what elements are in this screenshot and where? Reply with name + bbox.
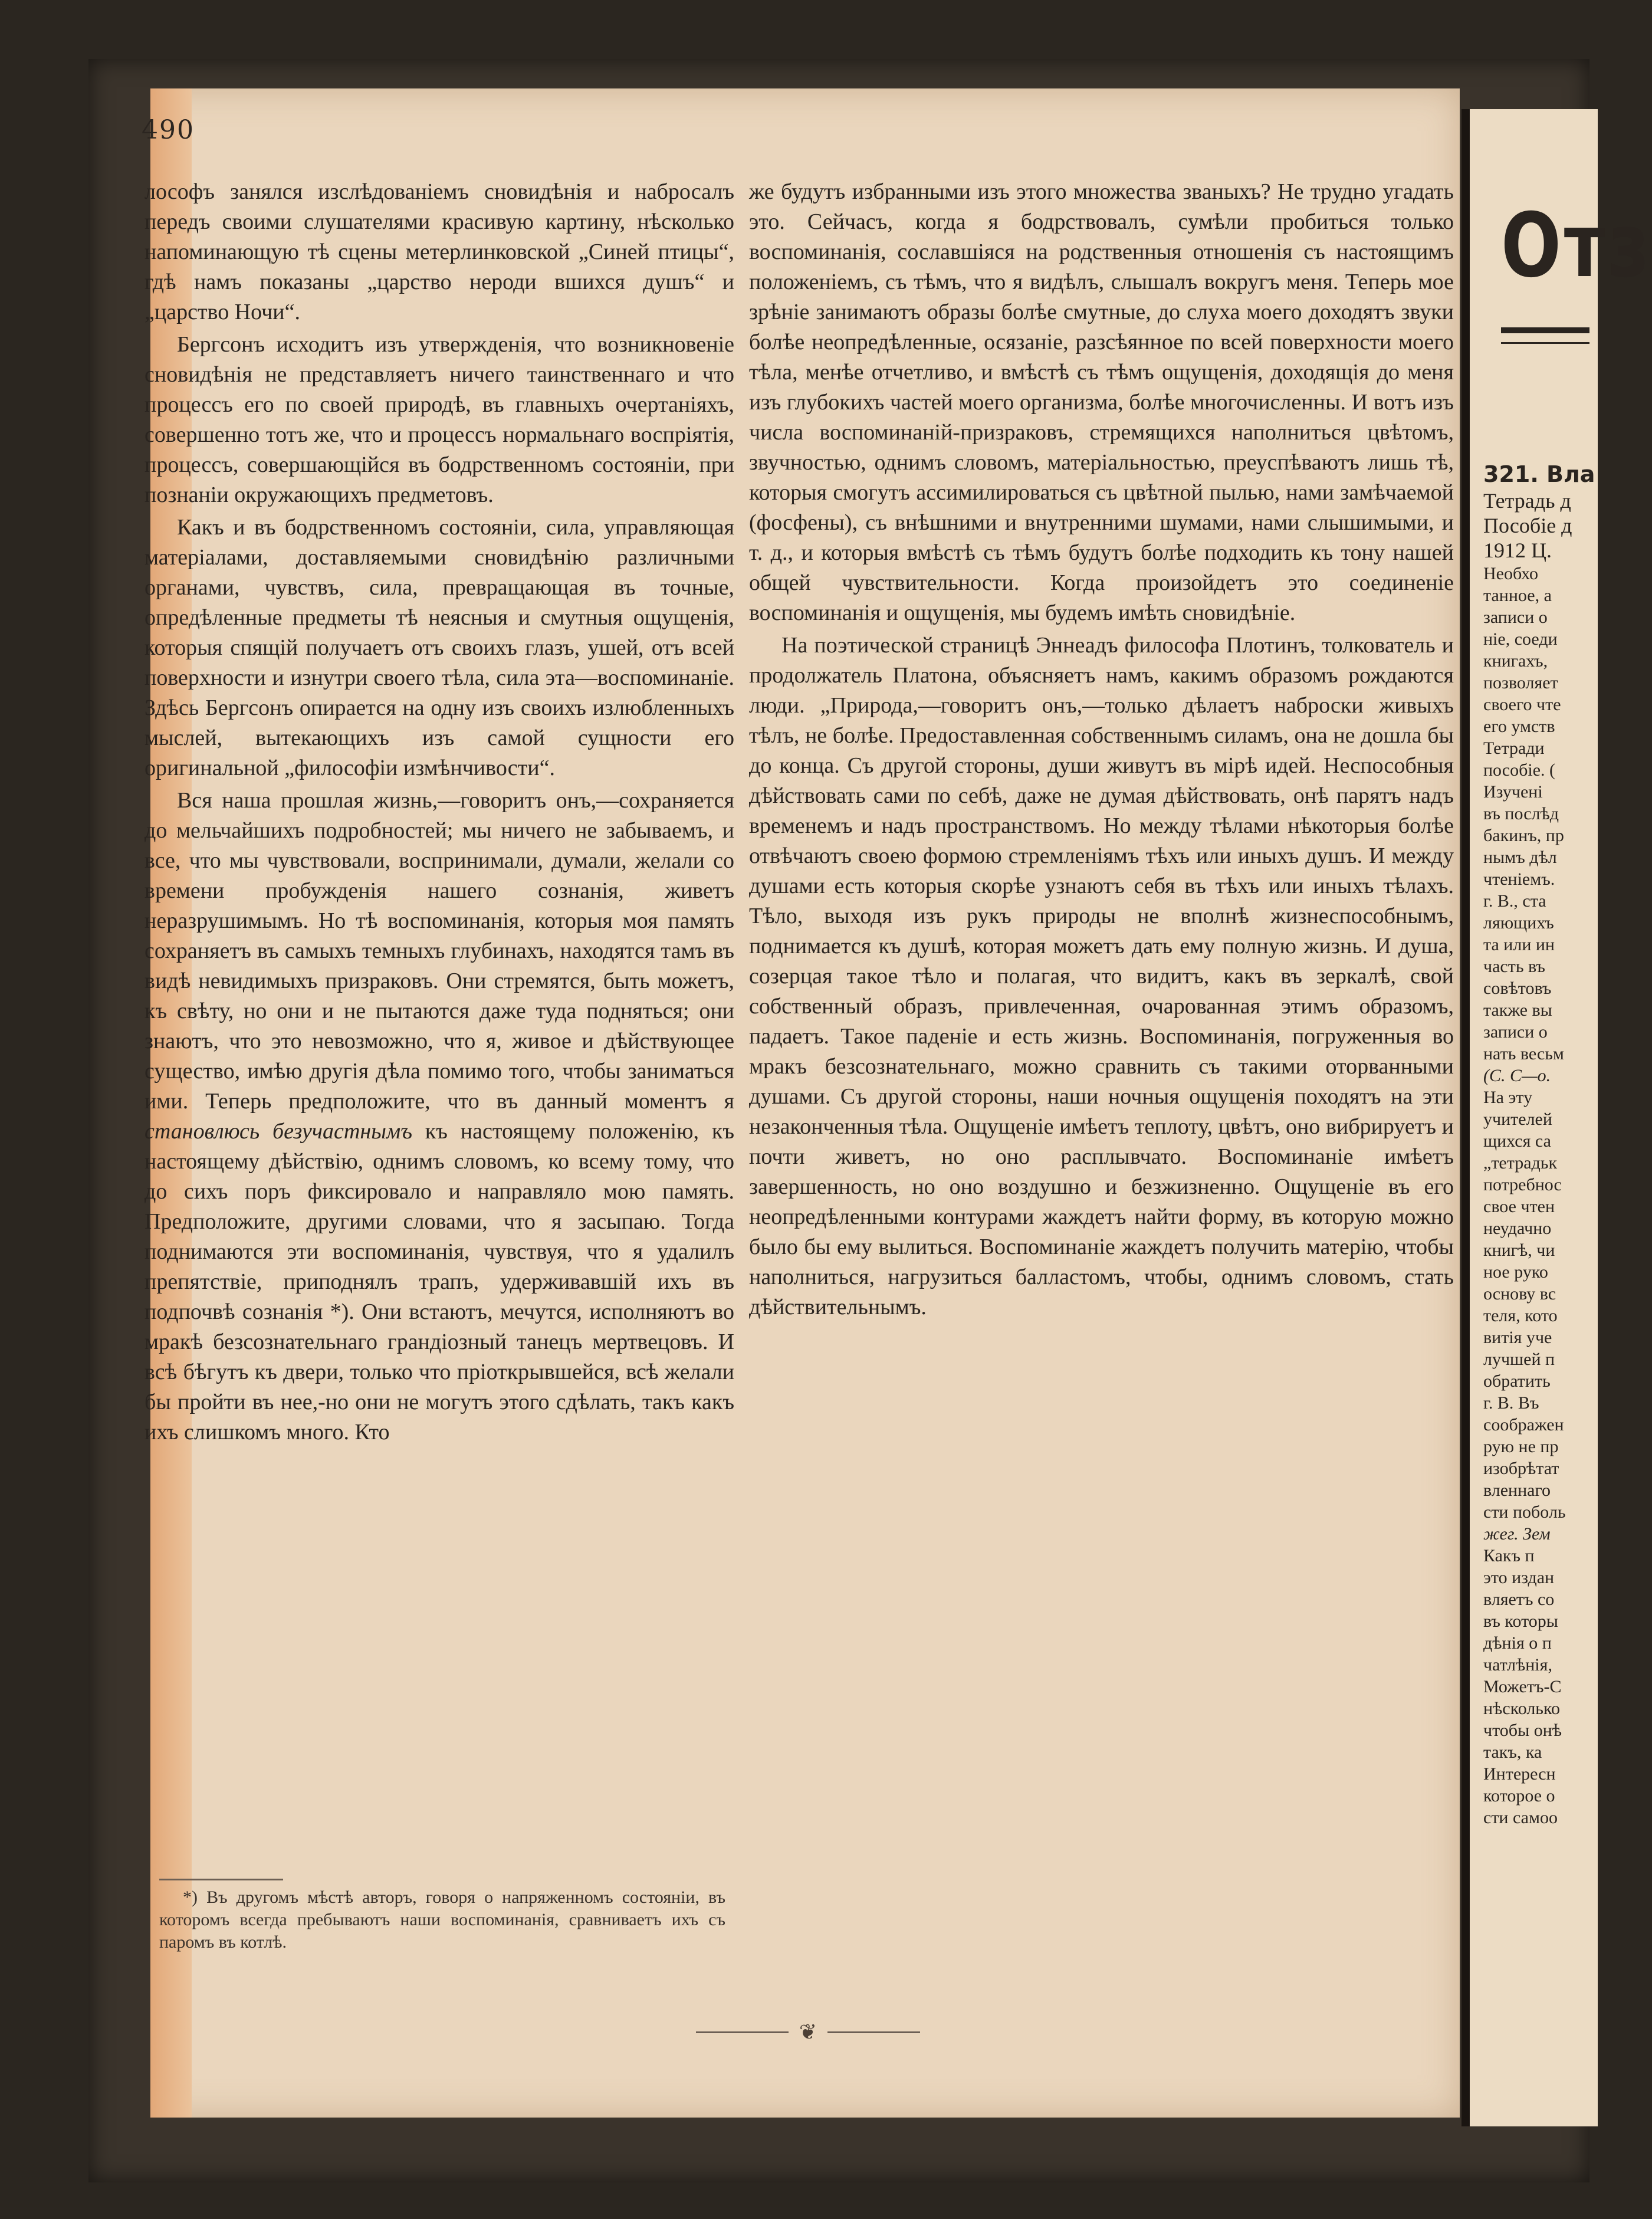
left-column	[144, 177, 734, 1447]
end-ornament	[696, 2020, 920, 2044]
next-page-line: На эту	[1483, 1088, 1533, 1107]
next-page-line: чатлѣнія,	[1483, 1655, 1552, 1675]
next-page-line: жег. Зем	[1483, 1524, 1551, 1544]
next-page-line: Какъ п	[1483, 1546, 1535, 1565]
next-page-line: дѣнія о п	[1483, 1633, 1552, 1653]
next-page-line: вляетъ со	[1483, 1590, 1555, 1609]
next-page-line: основу вс	[1483, 1284, 1556, 1304]
ornament-line	[696, 2031, 789, 2033]
next-page-line: его умств	[1483, 717, 1555, 736]
next-page-line: щихся са	[1483, 1131, 1551, 1151]
next-page-line: Можетъ-С	[1483, 1677, 1562, 1696]
next-page-line: г. В. Въ	[1483, 1393, 1539, 1413]
next-page-line: Интересн	[1483, 1764, 1556, 1784]
next-page-line: свое чтен	[1483, 1197, 1555, 1216]
next-page-line: нать весьм	[1483, 1044, 1564, 1063]
next-page-line: учителей	[1483, 1110, 1552, 1129]
next-page-line: въ послѣд	[1483, 804, 1559, 823]
paragraph: Бергсонъ исходитъ изъ утвержденія, что возникновеніе сновидѣнія не представляетъ ничего таинственнаго и что процессъ его по своей природѣ, въ главныхъ очертаніяхъ, совершенно тотъ же, что и процессъ нормальнаго воспріятія, процессъ, совершающійся въ бодрственномъ состояніи, при познаніи окружающихъ предметовъ.	[144, 332, 734, 507]
next-page-line: нѣсколько	[1483, 1699, 1561, 1718]
paragraph: Какъ и въ бодрственномъ состояніи, сила, управляющая матеріалами, доставляемыми сновидѣнію различными органами, чувствъ, сила, превращающая въ точные, опредѣленные предметы тѣ неясныя и смутныя ощущенія, которыя спящій получаетъ отъ своихъ глазъ, ушей, отъ всей поверхности и изнутри своего тѣла, сила эта—воспоминаніе. Здѣсь Бергсонъ опирается на одну изъ своихъ излюбленныхъ мыслей, вытекающихъ изъ самой сущности его оригинальной „философіи измѣнчивости“.	[144, 515, 734, 780]
next-page-line: также вы	[1483, 1000, 1552, 1020]
next-page-line: „тетрадьк	[1483, 1153, 1558, 1173]
heading-rule	[1501, 342, 1589, 344]
next-page-line: такъ, ка	[1483, 1742, 1542, 1762]
next-page-line: позволяет	[1483, 673, 1558, 692]
next-page-heading: Отз	[1501, 195, 1652, 297]
next-page-line: Изучені	[1483, 782, 1543, 802]
next-page-line: танное, а	[1483, 586, 1552, 605]
next-page-line: изобрѣтат	[1483, 1459, 1559, 1478]
paragraph	[144, 786, 734, 1447]
next-page-line: Тетради	[1483, 738, 1545, 758]
next-page-line: 321. Вла	[1483, 461, 1595, 487]
next-page-line: та или ин	[1483, 935, 1555, 954]
paragraph: же будутъ избранными изъ этого множества званыхъ? Не трудно угадать это. Сейчасъ, когда я бодрствовалъ, сумѣли пробиться только воспоминанія, сославшіяся на родственныя отношенія съ настоящимъ положеніемъ, съ тѣмъ, что я видѣлъ, слышалъ вокругъ меня. Теперь мое зрѣніе занимаютъ образы болѣе смутные, до слуха моего доходятъ звуки болѣе неопредѣленные, осязаніе, разсѣянное по всей поверхности моего тѣла, менѣе отчетливо, и вмѣстѣ съ тѣмъ ощущенія, доходящія до меня изъ глубокихъ частей моего организма, болѣе многочисленны. И вотъ изъ числа воспоминаній-призраковъ, стремящихся наполниться цвѣтомъ, звучностью, однимъ словомъ, матеріальностью, преуспѣваютъ лишь тѣ, которыя смогутъ ассимилироваться съ цвѣтной пылью, нами замѣчаемой (фосфены), съ внѣшними и внутренними шумами, нами слышимыми, и т. д., и которыя вмѣстѣ съ тѣмъ будутъ болѣе подходить къ тону нашей общей чувствительности. Когда произойдетъ это соединеніе воспоминанія и ощущенія, мы будемъ имѣть сновидѣніе.	[749, 179, 1454, 625]
next-page-line: витія уче	[1483, 1328, 1552, 1347]
ornament-line	[827, 2031, 920, 2033]
next-page-line: часть въ	[1483, 957, 1545, 976]
next-page-line: въ которы	[1483, 1611, 1558, 1631]
heading-rule	[1501, 327, 1589, 333]
paragraph-text: къ настоящему положенію, къ настоящему дѣйствію, однимъ словомъ, ко всему тому, что до сихъ поръ фиксировало и направляло мою память. Предположите, другими словами, что я засыпаю. Тогда поднимаются эти воспоминанія, чувствуя, что я удалилъ препятствіе, приподнялъ трапъ, удерживавшій ихъ въ подпочвѣ сознанія *). Они встаютъ, мечутся, исполняютъ во мракѣ безсознательнаго грандіозный танецъ мертвецовъ. И всѣ бѣгутъ къ двери, только что пріоткрывшейся, всѣ желали бы пройти въ нее,-но они не могутъ этого сдѣлать, такъ какъ ихъ слишкомъ много. Кто	[144, 1119, 734, 1445]
next-page-line: вленнаго	[1483, 1481, 1551, 1500]
next-page-line: потребнос	[1483, 1175, 1562, 1194]
paragraph: лософъ занялся изслѣдованіемъ сновидѣнія и набросалъ передъ своими слушателями красивую картину, нѣсколько напоминающую тѣ сцены метерлинковской „Синей птицы“, гдѣ намъ показаны „царство нероди вшихся душъ“ и „царство Ночи“.	[144, 179, 734, 324]
next-page-line: сти самоо	[1483, 1808, 1558, 1827]
next-page-line: 1912 Ц.	[1483, 539, 1552, 562]
next-page-line: своего чте	[1483, 695, 1561, 714]
next-page-line: это издан	[1483, 1568, 1555, 1587]
ornament-icon: ❦	[799, 2020, 817, 2044]
next-page-line: ляющихъ	[1483, 913, 1554, 933]
next-page-line: сти поболь	[1483, 1502, 1566, 1522]
next-page-line: рую не пр	[1483, 1437, 1559, 1456]
next-page-line: ніе, соеди	[1483, 629, 1558, 649]
next-page-line: книгахъ,	[1483, 651, 1548, 671]
page-number: 490	[142, 115, 195, 145]
next-page-line: Пособіе д	[1483, 514, 1572, 537]
next-page-line: неудачно	[1483, 1219, 1552, 1238]
next-page-line: теля, кото	[1483, 1306, 1558, 1325]
next-page-line: соображен	[1483, 1415, 1564, 1435]
next-page-line: чтобы онѣ	[1483, 1721, 1562, 1740]
next-page-line: Тетрадь д	[1483, 489, 1571, 513]
next-page-line: обратить	[1483, 1371, 1551, 1391]
next-page-line: которое о	[1483, 1786, 1555, 1806]
next-page-line: ное руко	[1483, 1262, 1548, 1282]
next-page-line: записи о	[1483, 1022, 1548, 1042]
next-page-line: лучшей п	[1483, 1350, 1555, 1369]
next-page-line: (С. С—о.	[1483, 1066, 1551, 1085]
next-page-line: Необхо	[1483, 564, 1538, 583]
footnote: *) Въ другомъ мѣстѣ авторъ, говоря о напряженномъ состояніи, въ которомъ всегда пребываютъ наши воспоминанія, сравниваетъ ихъ съ паромъ въ котлѣ.	[159, 1888, 725, 1952]
footnote-divider	[159, 1879, 283, 1880]
paragraph-text: Вся наша прошлая жизнь,—говоритъ онъ,—сохраняется до мельчайшихъ подробностей; мы ничего не забываемъ, и все, что мы чувствовали, воспринимали, думали, желали со времени пробужденія нашего сознанія, живетъ неразрушимымъ. Но тѣ воспоминанія, которыя моя память сохраняетъ въ самыхъ темныхъ глубинахъ, находятся тамъ въ видѣ невидимыхъ призраковъ. Они стремятся, быть можетъ, къ свѣту, но они и не пытаются даже туда подняться; они знаютъ, что это невозможно, что я, живое и дѣйствующее существо, имѣю другія дѣла помимо того, чтобы заниматься ими. Теперь предположите, что въ данный моментъ я	[144, 788, 734, 1114]
next-page-line: совѣтовъ	[1483, 979, 1552, 998]
next-page-text	[1483, 460, 1595, 1829]
paragraph: На поэтической страницѣ Эннеадъ философа Плотинъ, толкователь и продолжатель Платона, объясняетъ намъ, какимъ образомъ рождаются люди. „Природа,—говоритъ онъ,—только дѣлаетъ наброски живыхъ тѣлъ, не болѣе. Предоставленная собственнымъ силамъ, она не дошла бы до конца. Съ другой стороны, души живутъ въ мірѣ идей. Неспособныя дѣйствовать сами по себѣ, даже не думая дѣйствовать, онѣ парятъ надъ временемъ и надъ пространствомъ. Но между тѣлами нѣкоторыя болѣе отвѣчаютъ своею формою стремленіямъ тѣхъ или иныхъ душъ. И между душами есть которыя скорѣе узнаютъ себя въ тѣхъ или иныхъ тѣлахъ. Тѣло, выходя изъ рукъ природы не вполнѣ жизнеспособнымъ, поднимается къ душѣ, которая можетъ дать ему полную жизнь. И душа, созерцая такое тѣло и полагая, что видитъ, какъ въ зеркалѣ, свой собственный образъ, привлеченная, очарованная этимъ образомъ, падаетъ. Такое паденіе и есть жизнь. Воспоминанія, погруженныя во мракъ безсознательнаго, можно сравнить съ такими оторванными душами. Съ другой стороны, наши ночныя ощущенія походятъ на эти незаконченныя тѣла. Ощущеніе имѣетъ теплоту, цвѣтъ, оно вибрируетъ и почти живетъ, но оно расплывчато. Воспоминаніе имѣетъ завершенность, но оно воздушно и безжизненно. Ощущеніе въ его неопредѣленными контурами жаждетъ найти форму, въ которую можно было бы ему вылиться. Воспоминаніе жаждетъ получить матерію, чтобы наполниться, нагрузиться балластомъ, чтобы, однимъ словомъ, стать дѣйствительнымъ.	[749, 633, 1454, 1319]
italic-emphasis: становлюсь безучастнымъ	[144, 1119, 412, 1144]
right-column	[749, 177, 1454, 1322]
next-page-line: книгѣ, чи	[1483, 1240, 1555, 1260]
next-page-line: г. В., ста	[1483, 891, 1546, 911]
next-page-line: нымъ дѣл	[1483, 848, 1557, 867]
next-page-line: пособіе. (	[1483, 760, 1556, 780]
next-page-line: бакинъ, пр	[1483, 826, 1564, 845]
next-page-line: записи о	[1483, 608, 1548, 627]
next-page-line: чтеніемъ.	[1483, 869, 1555, 889]
